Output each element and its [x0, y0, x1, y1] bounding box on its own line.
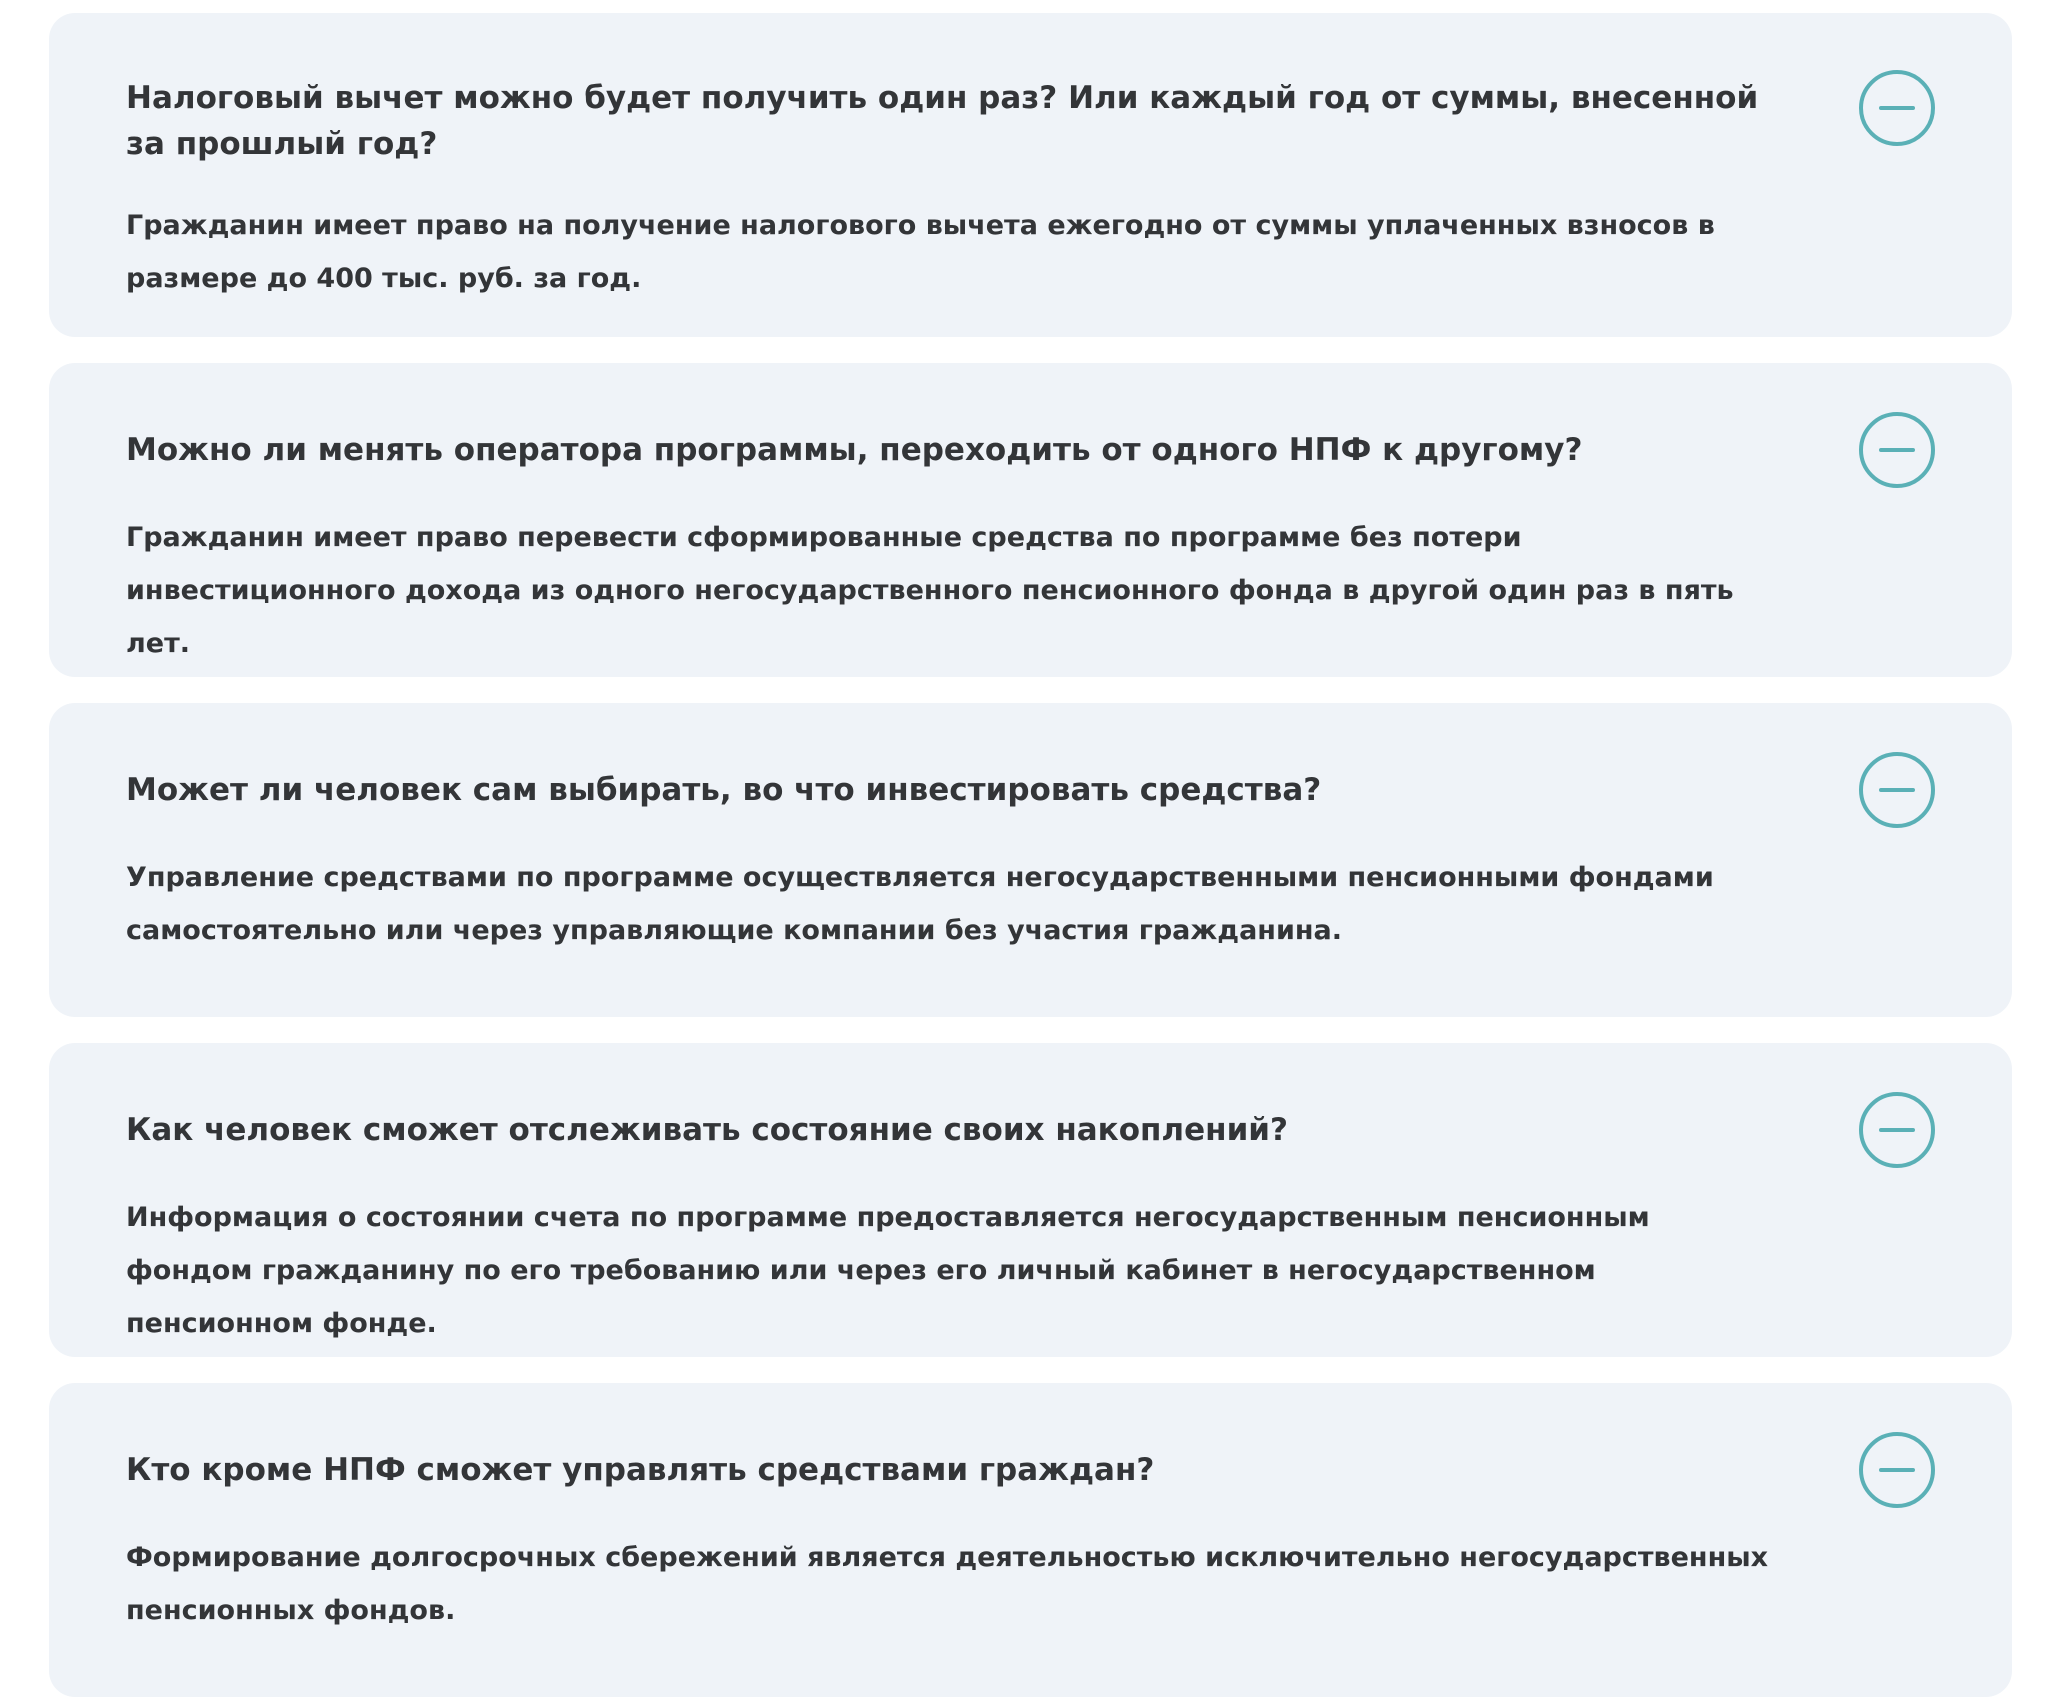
- minus-circle-icon: [1879, 1468, 1915, 1472]
- faq-item: [49, 13, 2012, 337]
- faq-question[interactable]: Можно ли менять оператора программы, переходить от одного НПФ к другому?: [126, 432, 1583, 468]
- collapse-button[interactable]: [1859, 752, 1935, 828]
- collapse-button[interactable]: [1859, 70, 1935, 146]
- faq-question[interactable]: Кто кроме НПФ сможет управлять средствами граждан?: [126, 1452, 1155, 1488]
- faq-answer: Гражданин имеет право перевести сформированные средства по программе без потери инвестиционного дохода из одного негосударственного пенсионного фонда в другой один раз в пять лет.: [126, 522, 1734, 659]
- faq-answer: Информация о состоянии счета по программе предоставляется негосударственным пенсионным фондом гражданину по его требованию или через его личный кабинет в негосударственном пенсионном фонде.: [126, 1202, 1650, 1339]
- faq-list: [49, 13, 2012, 1697]
- minus-circle-icon: [1879, 448, 1915, 452]
- minus-circle-icon: [1879, 1128, 1915, 1132]
- faq-answer: Формирование долгосрочных сбережений является деятельностью исключительно негосударственных пенсионных фондов.: [126, 1542, 1769, 1626]
- faq-answer: Гражданин имеет право на получение налогового вычета ежегодно от суммы уплаченных взносов в размере до 400 тыс. руб. за год.: [126, 210, 1715, 294]
- faq-item: [49, 363, 2012, 677]
- minus-circle-icon: [1879, 788, 1915, 792]
- faq-item: [49, 1043, 2012, 1357]
- faq-item: [49, 1383, 2012, 1697]
- collapse-button[interactable]: [1859, 1092, 1935, 1168]
- faq-question[interactable]: Может ли человек сам выбирать, во что инвестировать средства?: [126, 772, 1322, 808]
- collapse-button[interactable]: [1859, 412, 1935, 488]
- faq-item: [49, 703, 2012, 1017]
- minus-circle-icon: [1879, 106, 1915, 110]
- collapse-button[interactable]: [1859, 1432, 1935, 1508]
- faq-question[interactable]: Налоговый вычет можно будет получить один раз? Или каждый год от суммы, внесенной за прошлый год?: [126, 80, 1759, 162]
- faq-answer: Управление средствами по программе осуществляется негосударственными пенсионными фондами самостоятельно или через управляющие компании без участия гражданина.: [126, 862, 1714, 946]
- faq-question[interactable]: Как человек сможет отслеживать состояние своих накоплений?: [126, 1112, 1289, 1148]
